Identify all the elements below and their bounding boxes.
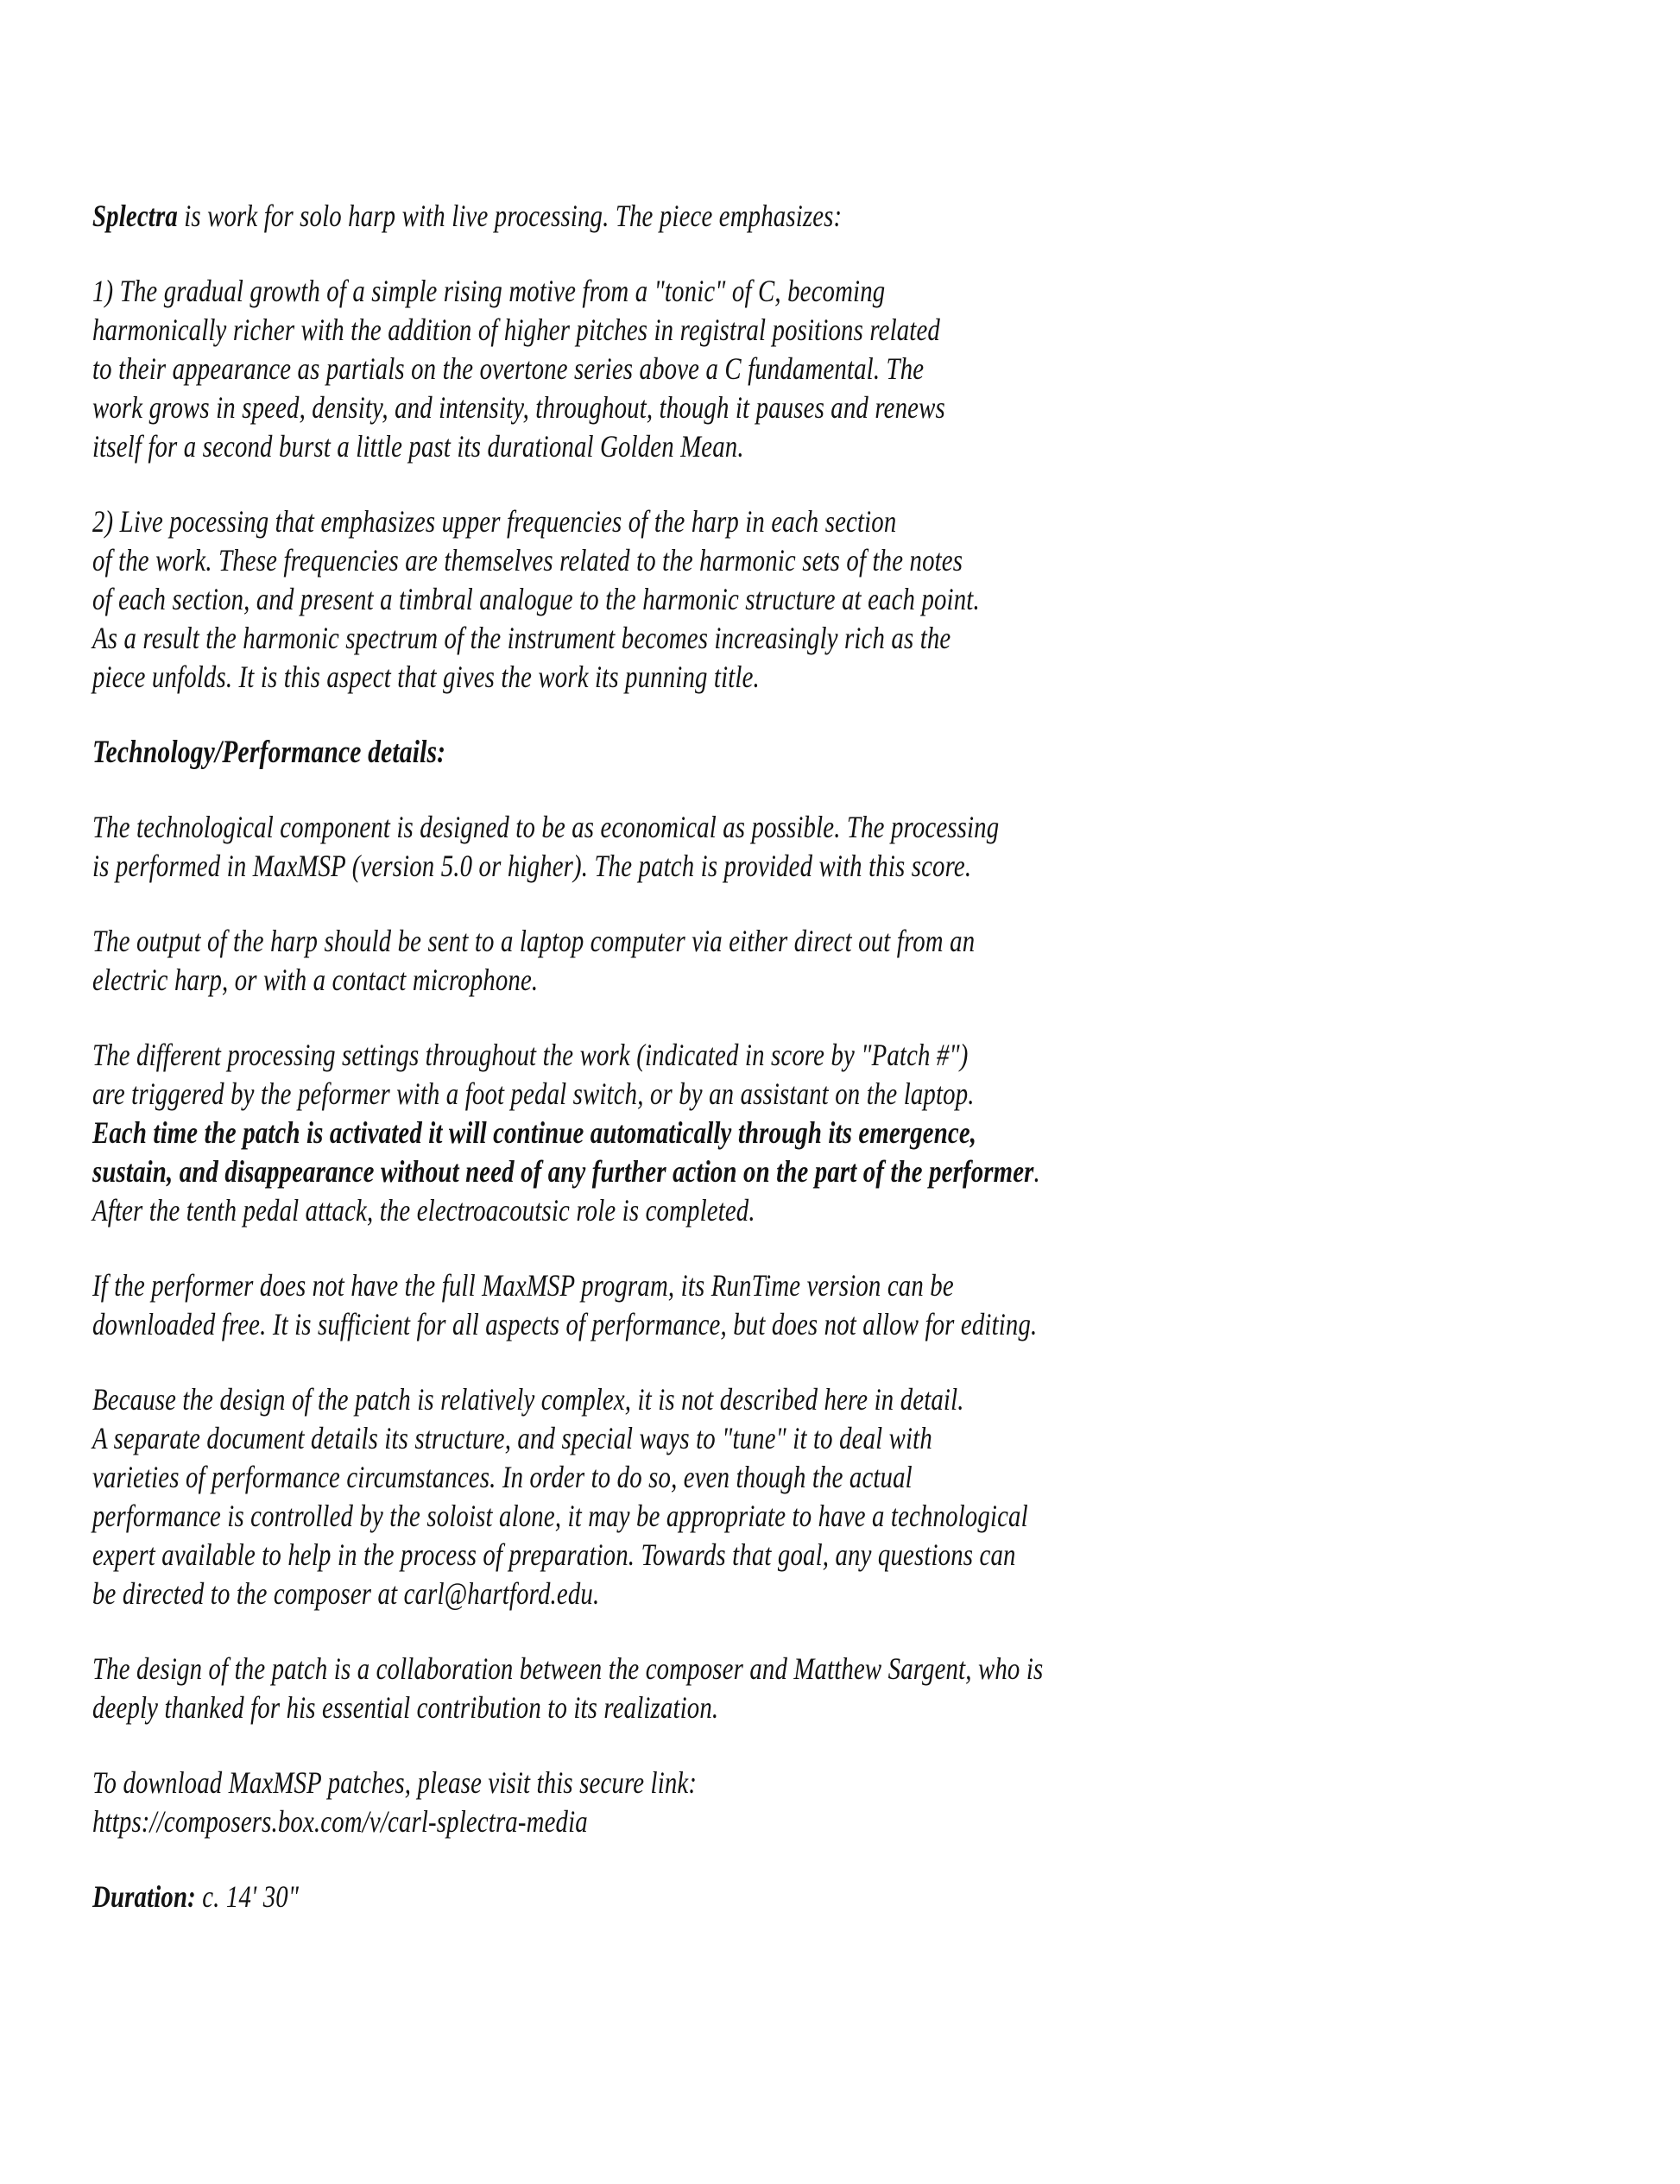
text-line — [92, 808, 1335, 847]
text-line — [92, 1536, 1335, 1575]
text-line — [92, 847, 1335, 886]
paragraph — [92, 1878, 1645, 1916]
paragraph — [92, 808, 1645, 886]
text-segment: A separate document details its structure, and special ways to "tune" it to deal with — [92, 1421, 932, 1455]
text-line — [92, 197, 1335, 236]
text-segment: be directed to the composer at carl@hartford.edu. — [92, 1576, 600, 1611]
text-line — [92, 1802, 1335, 1841]
text-segment: varieties of performance circumstances. In order to do so, even though the actual — [92, 1460, 913, 1494]
text-segment: harmonically richer with the addition of higher pitches in registral positions related — [92, 312, 940, 347]
bold-text-segment: Each time the patch is activated it will continue automatically through its emergence, — [92, 1115, 977, 1150]
bold-text-segment: sustain, and disappearance without need of any further action on the part of the performer — [92, 1154, 1034, 1189]
text-segment: itself for a second burst a little past its durational Golden Mean. — [92, 429, 744, 464]
text-segment: If the performer does not have the full MaxMSP program, its RunTime version can be — [92, 1268, 954, 1303]
paragraph — [92, 1266, 1645, 1344]
bold-text-segment: Technology/Performance details: — [92, 735, 446, 770]
text-segment: downloaded free. It is sufficient for all aspects of performance, but does not allow for editing. — [92, 1307, 1038, 1341]
text-line — [92, 388, 1335, 427]
text-segment: electric harp, or with a contact microphone. — [92, 963, 539, 997]
text-segment: The different processing settings throughout the work (indicated in score by "Patch #") — [92, 1038, 969, 1072]
text-line — [92, 1266, 1335, 1305]
text-line — [92, 502, 1335, 541]
paragraph — [92, 197, 1645, 236]
text-segment: c. 14' 30" — [195, 1879, 300, 1914]
text-segment: . — [1033, 1154, 1040, 1189]
text-segment: After the tenth pedal attack, the electroacoutsic role is completed. — [92, 1193, 755, 1228]
text-segment: is performed in MaxMSP (version 5.0 or higher). The patch is provided with this score. — [92, 849, 972, 883]
document-body — [92, 197, 1645, 1953]
text-segment: The technological component is designed to be as economical as possible. The processing — [92, 810, 1000, 844]
text-segment: work grows in speed, density, and intensity, throughout, though it pauses and renews — [92, 390, 945, 425]
text-segment: performance is controlled by the soloist alone, it may be appropriate to have a technological — [92, 1499, 1028, 1533]
text-segment: 2) Live pocessing that emphasizes upper frequencies of the harp in each section — [92, 504, 897, 539]
text-line — [92, 1075, 1335, 1114]
text-segment: https://composers.box.com/v/carl-splectra-media — [92, 1804, 588, 1839]
text-line — [92, 1380, 1335, 1419]
text-segment: 1) The gradual growth of a simple rising motive from a "tonic" of C, becoming — [92, 274, 886, 308]
section-heading — [92, 733, 1645, 772]
text-segment: of each section, and present a timbral analogue to the harmonic structure at each point. — [92, 582, 980, 616]
text-line — [92, 733, 1335, 772]
text-line — [92, 1305, 1335, 1344]
text-segment: to their appearance as partials on the overtone series above a C fundamental. The — [92, 351, 925, 386]
paragraph — [92, 502, 1645, 697]
paragraph — [92, 1036, 1645, 1230]
text-line — [92, 541, 1335, 580]
text-line — [92, 1878, 1335, 1916]
text-segment: are triggered by the peformer with a foot pedal switch, or by an assistant on the laptop. — [92, 1076, 975, 1111]
bold-text-segment: Duration: — [92, 1879, 196, 1914]
text-segment: As a result the harmonic spectrum of the instrument becomes increasingly rich as the — [92, 621, 951, 655]
text-segment: Because the design of the patch is relatively complex, it is not described here in detail. — [92, 1382, 964, 1417]
text-segment: The design of the patch is a collaboration between the composer and Matthew Sargent, who is — [92, 1651, 1044, 1686]
text-segment: The output of the harp should be sent to a laptop computer via either direct out from an — [92, 924, 976, 958]
paragraph — [92, 1650, 1645, 1727]
text-line — [92, 1036, 1335, 1075]
text-line — [92, 1650, 1335, 1688]
paragraph — [92, 272, 1645, 466]
text-line — [92, 1688, 1335, 1727]
text-segment: is work for solo harp with live processing. The piece emphasizes: — [177, 199, 843, 233]
bold-text-segment: Splectra — [92, 199, 178, 233]
text-segment: of the work. These frequencies are themselves related to the harmonic sets of the notes — [92, 543, 963, 578]
text-segment: expert available to help in the process of preparation. Towards that goal, any questions can — [92, 1537, 1016, 1572]
text-line — [92, 1152, 1335, 1191]
text-line — [92, 580, 1335, 619]
text-line — [92, 272, 1335, 311]
text-line — [92, 1114, 1335, 1152]
paragraph — [92, 922, 1645, 1000]
text-line — [92, 1191, 1335, 1230]
text-segment: deeply thanked for his essential contribution to its realization. — [92, 1690, 719, 1725]
text-line — [92, 427, 1335, 466]
text-segment: To download MaxMSP patches, please visit this secure link: — [92, 1765, 698, 1800]
text-line — [92, 1458, 1335, 1497]
text-line — [92, 961, 1335, 1000]
paragraph — [92, 1764, 1645, 1841]
text-line — [92, 311, 1335, 350]
text-line — [92, 1764, 1335, 1802]
text-line — [92, 1497, 1335, 1536]
text-line — [92, 922, 1335, 961]
text-line — [92, 350, 1335, 388]
text-line — [92, 1419, 1335, 1458]
text-segment: piece unfolds. It is this aspect that gives the work its punning title. — [92, 660, 760, 694]
paragraph — [92, 1380, 1645, 1613]
text-line — [92, 1575, 1335, 1613]
text-line — [92, 658, 1335, 697]
text-line — [92, 619, 1335, 658]
